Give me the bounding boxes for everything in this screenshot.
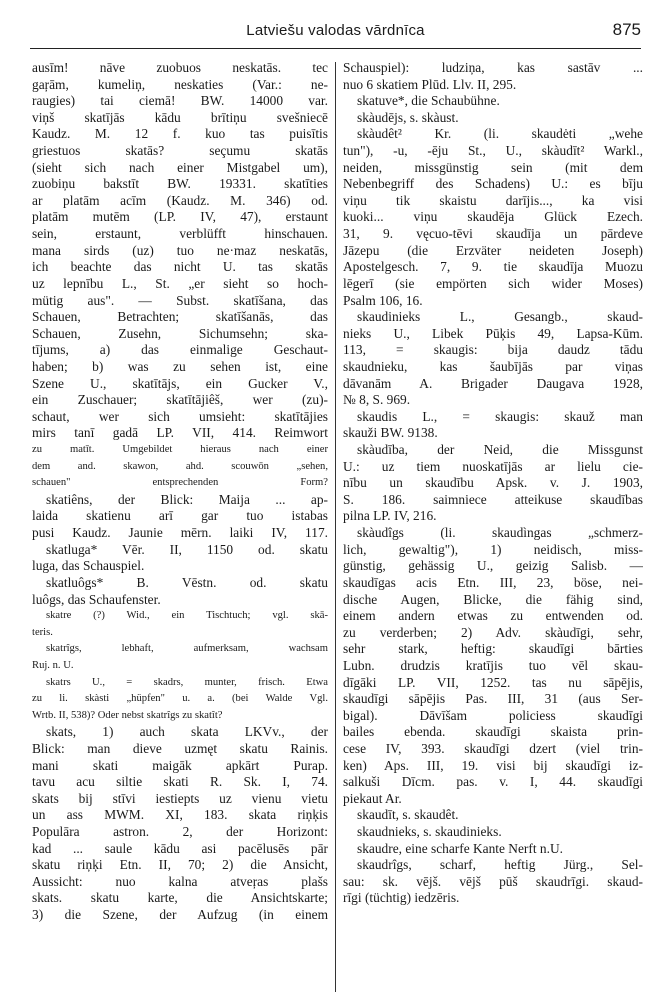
text-line: skatiêns, der Blick: Maija ... ap- xyxy=(46,491,328,507)
text-line: dem and. skawon, ahd. scouwōn „sehen, xyxy=(32,460,328,472)
text-line: lēgerī (sie empörten sich wider Moses) xyxy=(343,275,643,291)
text-line: platām mutēm (LP. IV, 47), erstaunt xyxy=(32,209,328,225)
text-line: bigal). Dāvīšam policiess skaudīgi xyxy=(343,707,643,723)
text-line: Schauen, Betrachten; skatīšanās, das xyxy=(32,309,328,325)
text-line: bailes ebenda. skaudīgi skaista prin- xyxy=(343,724,643,740)
text-line: sehr stark, heftig: skaudīgi bārties xyxy=(343,641,643,657)
text-line: 3) die Szene, der Aufzug (in einem xyxy=(32,907,328,923)
text-line: skatluga* Vēr. II, 1150 od. skatu xyxy=(46,541,328,557)
text-line: Schauen, Zusehn, Sichumsehn; ska- xyxy=(32,325,328,341)
text-line: skaudīt, s. skaudêt. xyxy=(357,807,459,823)
text-line: luga, das Schauspiel. xyxy=(32,558,145,574)
text-line: skats. skatu karte, die Ansichtskarte; xyxy=(32,890,328,906)
text-line: skatluôgs* B. Vēstn. od. skatu xyxy=(46,574,328,590)
text-line: Schauspiel): ludziņa, kas sastāv ... xyxy=(343,60,643,75)
text-line: haben; b) was zu sehen ist, eine xyxy=(32,358,328,374)
text-line: rīgi (tüchtig) iedzēris. xyxy=(343,890,460,906)
text-line: sau: sk. vējš. vējš pūš skaudrīgi. skaud- xyxy=(343,873,643,889)
text-line: Aussicht: nuo kalna atveŗas plašs xyxy=(32,873,328,889)
text-line: cese IV, 393. skaudīgi dzert (viel trin- xyxy=(343,740,643,756)
text-line: skaudis L., = skaugis: skauž man xyxy=(357,408,643,424)
text-line: skauži BW. 9138. xyxy=(343,425,438,441)
running-title: Latviešu valodas vārdnīca xyxy=(246,22,425,39)
text-line: S. 186. saimniece atteikuse skaudības xyxy=(343,491,643,507)
text-line: tavu acu siltie skati R. Sk. I, 74. xyxy=(32,774,328,790)
text-line: ar platām acīm (Kaudz. M. 346) od. xyxy=(32,192,328,208)
text-line: nuo 6 skatiem Plūd. Llv. II, 295. xyxy=(343,76,517,92)
text-line: schaut, wer sich umsieht: skatītājies xyxy=(32,408,328,424)
text-line: sein, erstaunt, verblüfft hinschauen. xyxy=(32,226,328,242)
text-line: zu matīt. Umgebildet hieraus nach einer xyxy=(32,444,328,456)
text-line: ich beachte das nicht U. tas skatās xyxy=(32,259,328,275)
text-line: mirs tanī gadā LP. VII, 414. Reimwort xyxy=(32,425,328,441)
text-line: zuobiņu bakstīt BW. 19331. skatīties xyxy=(32,176,328,192)
text-line: nieks U., Libek Pūķis 49, Lapsa-Kūm. xyxy=(343,325,643,341)
text-line: pilna LP. IV, 216. xyxy=(343,508,437,524)
text-line: skaudnieks, s. skaudinieks. xyxy=(357,824,502,840)
text-line: Wrtb. II, 538)? Oder nebst skatrîgs zu skatît? xyxy=(32,709,223,721)
text-line: zu verderben; 2) Adv. skàudīgi, sehr, xyxy=(343,624,643,640)
text-line: Blick: man dieve uzmęt skatu Rainis. xyxy=(32,740,328,756)
text-line: Apostelgesch. 7, 9. tie skaudīja Muozu xyxy=(343,259,643,275)
text-line: skaudīgas acis Etn. III, 23, böse, nei- xyxy=(343,574,643,590)
text-line: zu li. skàsti „hüpfen" u. a. (bei Walde Vgl. xyxy=(32,693,328,705)
text-line: skaudnieku, kas šaubījās par viņas xyxy=(343,358,643,374)
text-line: U.: uz tiem nuoskatījās ar lielu cie- xyxy=(343,458,643,474)
text-line: skats bij stīvi iestiepts uz vienu vietu xyxy=(32,790,328,806)
text-line: ken) Aps. III, 19. visi bij skaudīgi iz- xyxy=(343,757,643,773)
text-line: piekaut Ar. xyxy=(343,790,402,806)
text-line: kuoki... viņu skaudēja Glück Ezech. xyxy=(343,209,643,225)
text-line: laida skatienu arī gar tuo istabas xyxy=(32,508,328,524)
text-line: tun"), -u, -ēju St., U., skàudīt² Warkl., xyxy=(343,143,643,159)
text-line: skatrs U., = skadrs, munter, frisch. Etwa xyxy=(46,676,328,688)
text-line: ausīm! nāve zuobuos neskatās. tec xyxy=(32,60,328,75)
text-line: teris. xyxy=(32,626,53,638)
text-line: einem andern etwas zu entwenden od. xyxy=(343,608,643,624)
text-line: dīgāki LP. VII, 1252. tas nu sāpējis, xyxy=(343,674,643,690)
text-line: salkuši Dīcm. pas. v. I, 44. skaudīgi xyxy=(343,774,643,790)
text-line: neiden, missgünstig sein (mit dem xyxy=(343,159,643,175)
text-line: dāvanām A. Brigader Daugava 1928, xyxy=(343,375,643,391)
text-line: Populāra astron. 2, der Horizont: xyxy=(32,824,328,840)
column-divider xyxy=(335,62,336,992)
text-line: Kaudz. M. 12 f. kuo tas puisītis xyxy=(32,126,328,142)
page-header xyxy=(30,14,641,44)
text-line: mütig aus". — Subst. skatīšana, das xyxy=(32,292,328,308)
text-line: Jāzepu (die Erzväter neideten Joseph) xyxy=(343,242,643,258)
text-line: (sieht sich nach einer Mistgabel um), xyxy=(32,159,328,175)
text-line: Nebenbegriff des Schadens) U.: es bīju xyxy=(343,176,643,192)
text-line: Ruj. n. U. xyxy=(32,659,74,671)
left-column xyxy=(32,60,328,1000)
text-line: № 8, S. 969. xyxy=(343,392,411,408)
text-line: nību un skaudību Apsk. v. J. 1903, xyxy=(343,475,643,491)
text-line: skats, 1) auch skata LKVv., der xyxy=(46,724,328,740)
text-line: un ass MWM. XI, 183. skata riņķis xyxy=(32,807,328,823)
text-line: tījums, a) das einmalige Geschaut- xyxy=(32,342,328,358)
text-line: skàudējs, s. skàust. xyxy=(357,109,459,125)
text-line: viņš skatījās kādu brītiņu svešniecē xyxy=(32,109,328,125)
text-line: mani skati maigāk apkārt Purap. xyxy=(32,757,328,773)
text-line: raugies) tai ciemā! BW. 14000 var. xyxy=(32,93,328,109)
text-line: skaudinieks L., Gesangb., skaud- xyxy=(357,309,643,325)
text-line: skaudrîgs, scharf, heftig Jürg., Sel- xyxy=(357,857,643,873)
text-line: 113, = skaugis: bija daudz tādu xyxy=(343,342,643,358)
header-rule xyxy=(30,48,641,49)
text-line: mana sirds (uz) tuo ne·maz neskatās, xyxy=(32,242,328,258)
text-line: skatu riņķi Etn. II, 70; 2) die Ansicht, xyxy=(32,857,328,873)
text-line: viņu tik skaistu darījis..., ka visi xyxy=(343,192,643,208)
text-line: Lubn. drudzis kratījis tuo vēl skau- xyxy=(343,657,643,673)
text-line: Szene U., skatītājs, ein Gucker V., xyxy=(32,375,328,391)
text-line: kad ... saule kādu asi pacēlusēs pār xyxy=(32,840,328,856)
text-line: ein Zuschauer; skatītājiêš, wer (zu)- xyxy=(32,392,328,408)
text-line: 31, 9. vęcuo-tēvi skaudīja un pārdeve xyxy=(343,226,643,242)
text-line: pusi Kaudz. Jaunie mērn. laiki IV, 117. xyxy=(32,525,328,541)
text-line: lich, gewaltig"), 1) neidisch, miss- xyxy=(343,541,643,557)
text-line: skàudîgs (li. skaudìngas „schmerz- xyxy=(357,525,643,541)
text-line: skaudīgi sāpējis Pas. III, 31 (aus Ser- xyxy=(343,691,643,707)
text-line: dische Augen, Blicke, die fähig sind, xyxy=(343,591,643,607)
text-line: skàudība, der Neid, die Missgunst xyxy=(357,442,643,458)
text-line: skatre (?) Wid., ein Tischtuch; vgl. skā- xyxy=(46,610,328,622)
text-line: schauen" entsprechenden Form? xyxy=(32,477,328,489)
text-line: günstig, gehässig U., geizig Salisb. — xyxy=(343,558,643,574)
text-line: griestuos skatās? seçumu skatās xyxy=(32,143,328,159)
text-line: gaŗām, kumeliņ, neskaties (Var.: ne- xyxy=(32,76,328,92)
text-line: skaudre, eine scharfe Kante Nerft n.U. xyxy=(357,840,563,856)
right-column xyxy=(343,60,643,1000)
text-line: Psalm 106, 16. xyxy=(343,292,423,308)
text-line: skatuve*, die Schaubühne. xyxy=(357,93,500,109)
text-line: skàudêt² Kr. (li. skaudėti „wehe xyxy=(357,126,643,142)
text-line: luôgs, das Schaufenster. xyxy=(32,591,161,607)
text-line: skatrîgs, lebhaft, aufmerksam, wachsam xyxy=(46,643,328,655)
text-line: uz lepnību L., St. „er sieht so hoch- xyxy=(32,275,328,291)
page-number: 875 xyxy=(612,20,641,39)
